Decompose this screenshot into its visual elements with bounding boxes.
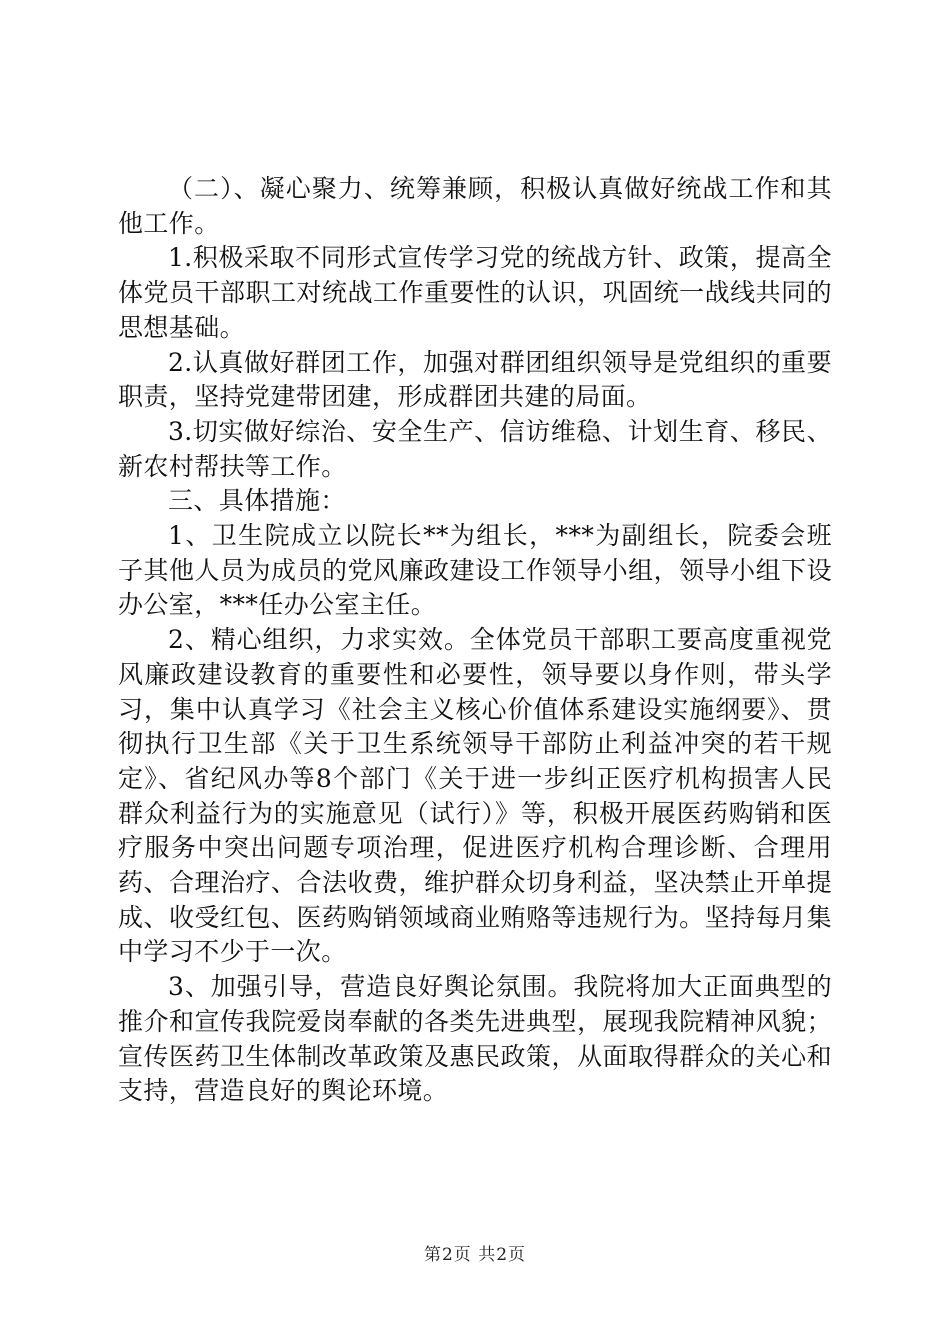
- paragraph-section-two-heading: （二）、凝心聚力、统筹兼顾，积极认真做好统战工作和其他工作。: [118, 174, 832, 238]
- page-number-footer: 第2页 共2页: [423, 1245, 527, 1265]
- paragraph-section-three-heading: 三、具体措施：: [168, 486, 346, 516]
- paragraph-measure-1-leadership-group: 1、卫生院成立以院长**为组长，***为副组长，院委会班子其他人员为成员的党风廉政建设工作领导小组，领导小组下设办公室，***任办公室主任。: [118, 521, 832, 620]
- paragraph-measure-2-organization: 2、精心组织，力求实效。全体党员干部职工要高度重视党风廉政建设教育的重要性和必要性，领导要以身作则，带头学习，集中认真学习《社会主义核心价值体系建设实施纲要》、贯彻执行卫生部《关于卫生系统领导干部防止利益冲突的若干规定》、省纪风办等8个部门《关于进一步纠正医疗机构损害人民群众利益行为的实施意见（试行）》等，积极开展医药购销和医疗服务中突出问题专项治理，促进医疗机构合理诊断、合理用药、合理治疗、合法收费，维护群众切身利益，坚决禁止开单提成、收受红包、医药购销领域商业贿赂等违规行为。坚持每月集中学习不少于一次。: [118, 625, 832, 967]
- paragraph-measure-3-guidance: 3、加强引导，营造良好舆论氛围。我院将加大正面典型的推介和宣传我院爱岗奉献的各类先进典型，展现我院精神风貌；宣传医药卫生体制改革政策及惠民政策，从面取得群众的关心和支持，营造良好的舆论环境。: [118, 972, 832, 1106]
- paragraph-item-3-comprehensive-work: 3.切实做好综治、安全生产、信访维稳、计划生育、移民、新农村帮扶等工作。: [118, 416, 832, 481]
- paragraph-item-2-mass-organizations: 2.认真做好群团工作，加强对群团组织领导是党组织的重要职责，坚持党建带团建，形成群团共建的局面。: [118, 347, 832, 412]
- document-body: [118, 172, 832, 1109]
- paragraph-item-1-united-front: 1.积极采取不同形式宣传学习党的统战方针、政策，提高全体党员干部职工对统战工作重要性的认识，巩固统一战线共同的思想基础。: [118, 243, 832, 342]
